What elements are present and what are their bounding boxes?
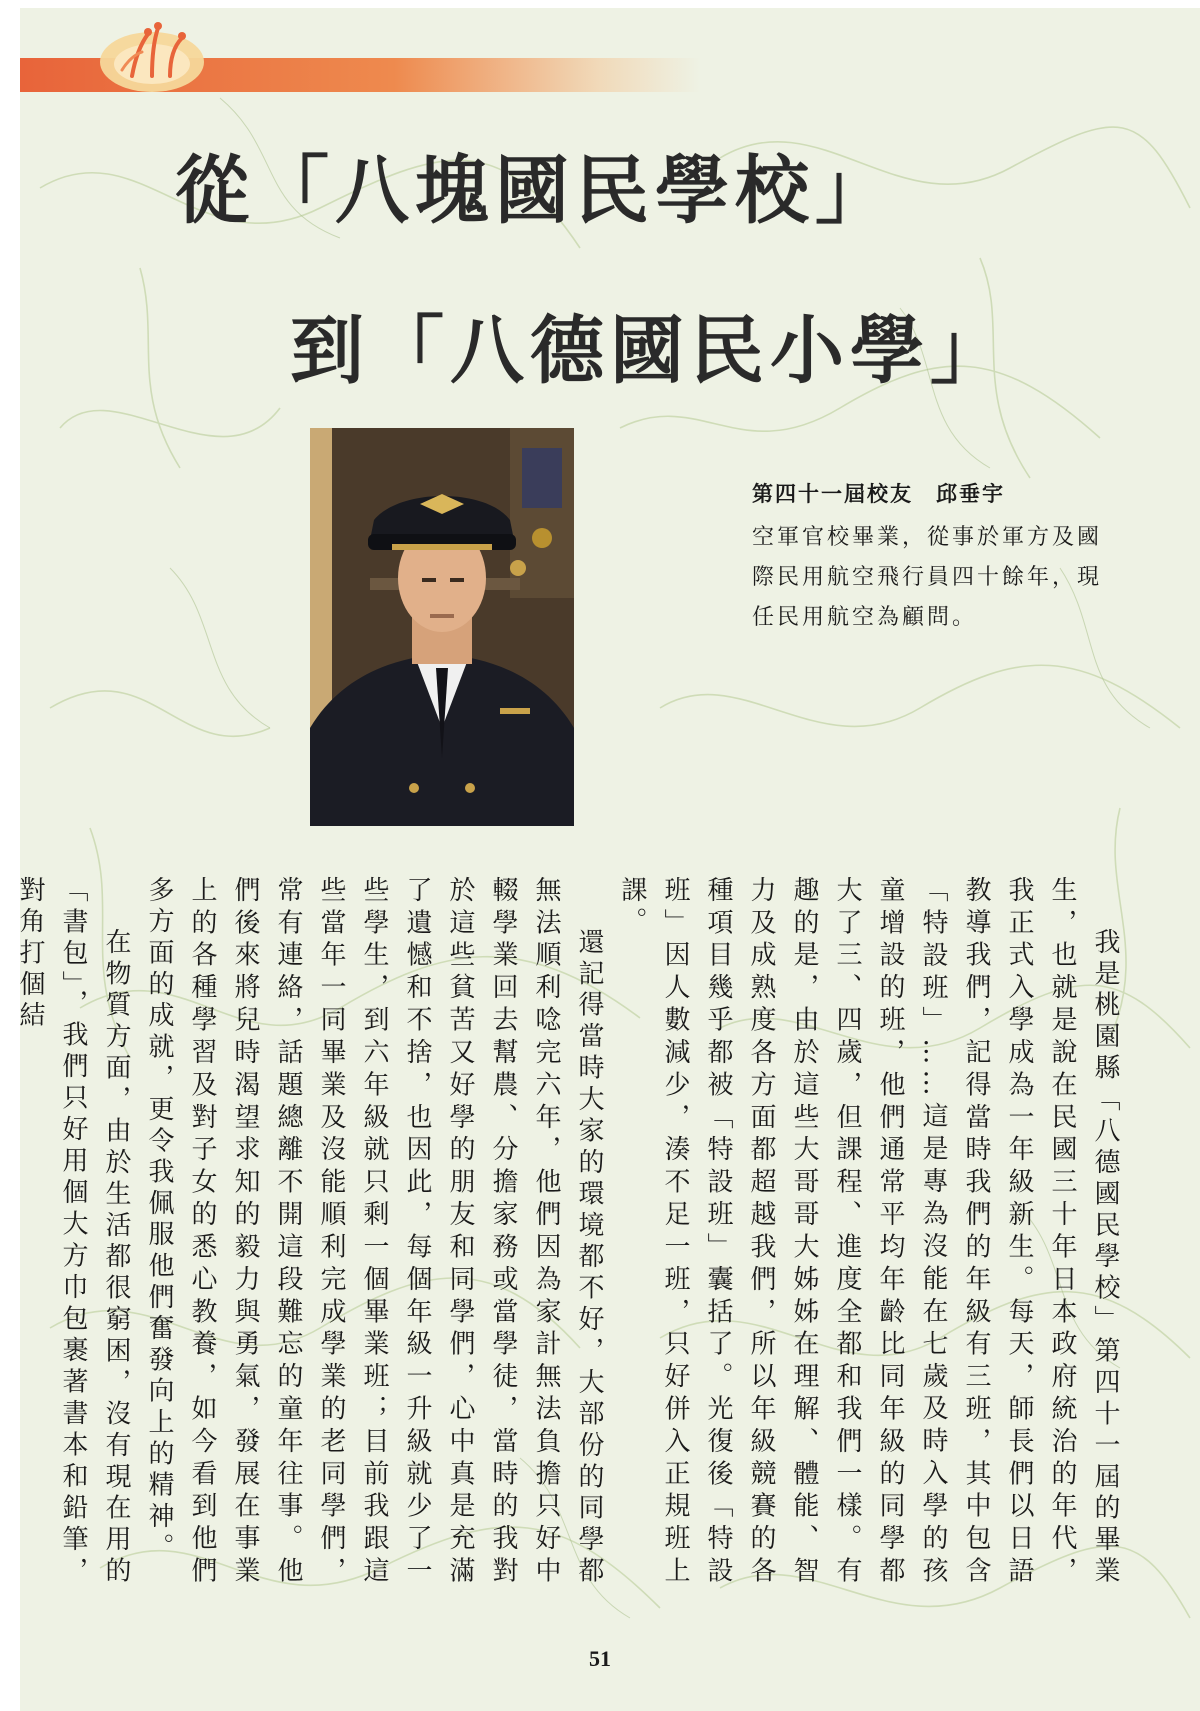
body-paragraph: 我是桃園縣「八德國民學校」第四十一屆的畢業生，也就是說在民國三十年日本政府統治的年代，我正式入學成為一年級新生。每天，師長們以日語教導我們，記得當時我們的年級有三班，其中包含「特設班」……這是專為沒能在七歲及時入學的孩童增設的班，他們通常平均年齡比同年級的同學都大了三、四歲，但課程、進度全都和我們一樣。有趣的是，由於這些大哥哥大姊姊在理解、體能、智力及成熟度各方面都超越我們，所以年級競賽的各種項目幾乎都被「特設班」囊括了。光復後「特設班」因人數減少，湊不足一班，只好併入正規班上課。 xyxy=(617,876,1120,1588)
article-title-line-1: 從「八塊國民學校」 xyxy=(175,148,895,234)
body-paragraph: 還記得當時大家的環境都不好，大部份的同學都無法順利唸完六年，他們因為家計無法負擔只好中輟學業回去幫農、分擔家務或當學徒，當時的我對於這些貧苦又好學的朋友和同學們，心中真是充滿了遺憾和不捨，也因此，每個年級一升級就少了一些學生，到六年級就只剩一個畢業班；目前我跟這些當年一同畢業及沒能順利完成學業的老同學們，常有連絡，話題總離不開這段難忘的童年往事。他們後來將兒時渴望求知的毅力與勇氣，發展在事業上的各種學習及對子女的悉心教養，如今看到他們多方面的成就，更令我佩服他們奮發向上的精神。 xyxy=(144,876,604,1588)
pilot-portrait-illustration xyxy=(310,428,574,826)
author-name: 第四十一屆校友 邱垂宇 xyxy=(752,482,1005,506)
body-paragraph: 在物質方面，由於生活都很窮困，沒有現在用的「書包」，我們只好用個大方巾包裹著書本和鉛筆，對角打個結 xyxy=(15,876,131,1588)
author-portrait-photo xyxy=(310,428,574,826)
page-number: 51 xyxy=(589,1646,611,1671)
author-bio: 空軍官校畢業，從事於軍方及國際民用航空飛行員四十餘年，現任民用航空為顧問。 xyxy=(752,525,1103,630)
article-body xyxy=(15,876,1126,1588)
article-title-line-2: 到「八德國民小學」 xyxy=(290,308,1010,394)
lotus-emblem-icon xyxy=(92,14,212,96)
